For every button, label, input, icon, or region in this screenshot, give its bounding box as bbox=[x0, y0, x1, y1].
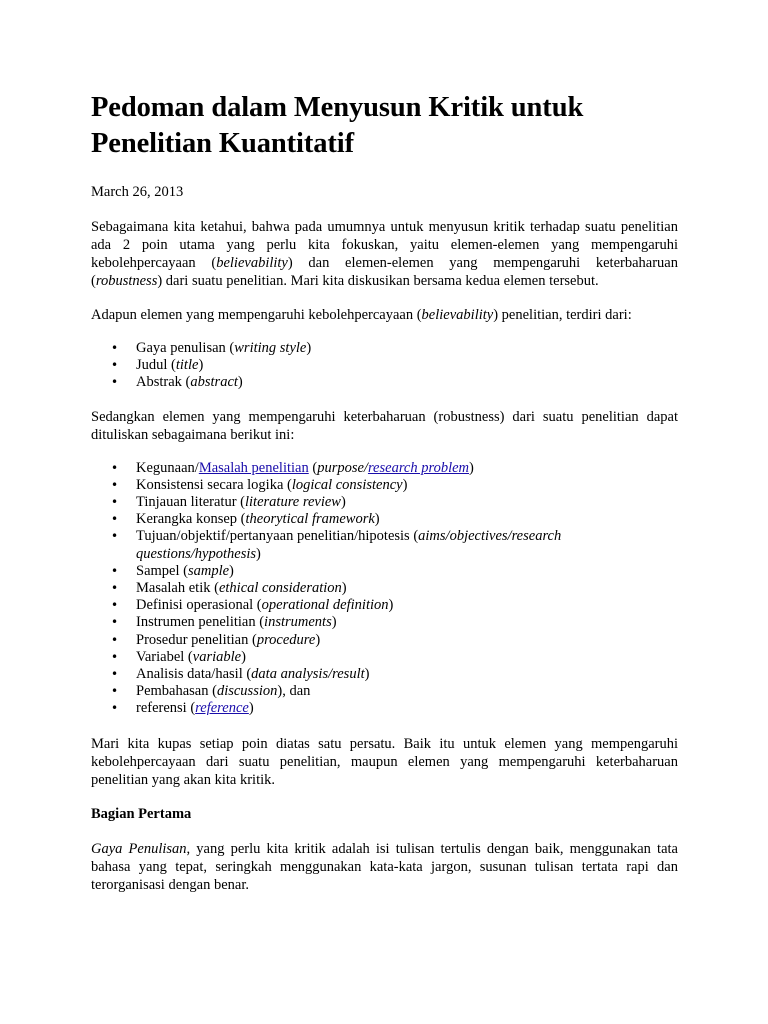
gaya-paragraph: Gaya Penulisan, yang perlu kita kritik adalah isi tulisan tertulis dengan baik, menggunakan tata bahasa yang tepat, seringkah menggunakan kata-kata jargon, susunan tulisan tertata rapi dan terorganisasi dengan benar. bbox=[91, 840, 678, 893]
list-item: • Definisi operasional (operational definition) bbox=[91, 597, 678, 614]
believability-intro: Adapun elemen yang mempengaruhi kebolehpercayaan (believability) penelitian, terdiri dari: bbox=[91, 307, 632, 323]
list-item: • Sampel (sample) bbox=[91, 563, 678, 580]
believability-list bbox=[91, 340, 678, 392]
list-item: • Prosedur penelitian (procedure) bbox=[91, 632, 678, 649]
robustness-list bbox=[91, 460, 678, 718]
section-heading: Bagian Pertama bbox=[91, 805, 192, 822]
reference-link[interactable]: reference bbox=[195, 700, 249, 717]
list-item: • Instrumen penelitian (instruments) bbox=[91, 614, 678, 631]
list-item: • Judul (title) bbox=[91, 357, 678, 374]
article-body bbox=[91, 90, 678, 894]
article-title: Pedoman dalam Menyusun Kritik untuk Penelitian Kuantitatif bbox=[91, 92, 584, 159]
list-item: • Analisis data/hasil (data analysis/result) bbox=[91, 666, 678, 683]
list-item: • Konsistensi secara logika (logical consistency) bbox=[91, 477, 678, 494]
list-item: • Kerangka konsep (theorytical framework) bbox=[91, 511, 678, 528]
masalah-penelitian-link[interactable]: Masalah penelitian bbox=[198, 459, 309, 476]
list-item: • Masalah etik (ethical consideration) bbox=[91, 580, 678, 597]
list-item: • Abstrak (abstract) bbox=[91, 374, 678, 391]
research-problem-link[interactable]: research problem bbox=[367, 459, 470, 476]
list-item: • Tujuan/objektif/pertanyaan penelitian/hipotesis (aims/objectives/research questions/hypothesis) bbox=[91, 528, 678, 562]
list-item: • Tinjauan literatur (literature review) bbox=[91, 494, 678, 511]
list-item: • referensi (reference) bbox=[91, 700, 678, 717]
robustness-intro: Sedangkan elemen yang mempengaruhi keterbaharuan (robustness) dari suatu penelitian dapat dituliskan sebagaimana berikut ini: bbox=[91, 408, 678, 443]
list-item: • Gaya penulisan (writing style) bbox=[91, 340, 678, 357]
intro-paragraph: Sebagaimana kita ketahui, bahwa pada umumnya untuk menyusun kritik terhadap suatu penelitian ada 2 poin utama yang perlu kita fokuskan, yaitu elemen-elemen yang mempengaruhi kebolehpercayaan (believability) dan elemen-elemen yang mempengaruhi keterbaharuan (robustness) dari suatu penelitian. Mari kita diskusikan bersama kedua elemen tersebut. bbox=[91, 219, 678, 289]
list-item: • Kegunaan/Masalah penelitian (purpose/research problem) bbox=[91, 460, 678, 477]
kupas-paragraph: Mari kita kupas setiap poin diatas satu persatu. Baik itu untuk elemen yang mempengaruhi kebolehpercayaan dari suatu penelitian, maupun elemen yang mempengaruhi keterbaharuan penelitian yang akan kita kritik. bbox=[91, 735, 678, 788]
list-item: • Pembahasan (discussion), dan bbox=[91, 683, 678, 700]
article-date: March 26, 2013 bbox=[91, 184, 184, 200]
list-item: • Variabel (variable) bbox=[91, 649, 678, 666]
